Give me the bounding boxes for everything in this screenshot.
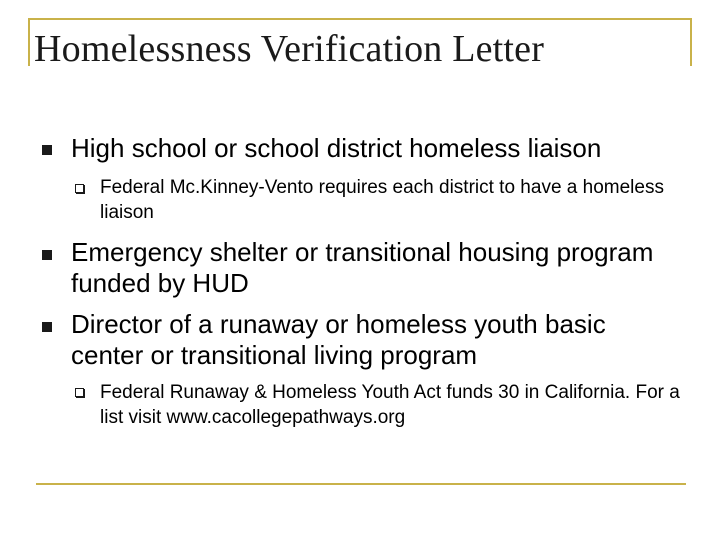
sub-bullet-text-mckinney-vento: Federal Mc.Kinney-Vento requires each district to have a homeless liaison <box>100 177 664 223</box>
sub-bullet-square-icon <box>75 184 84 193</box>
bullet-square-icon <box>42 322 52 332</box>
footer-rule <box>36 483 686 485</box>
title-frame-top-rule <box>28 18 692 20</box>
slide-title: Homelessness Verification Letter <box>34 28 545 70</box>
bullet-square-icon <box>42 250 52 260</box>
title-frame-left-rule <box>28 18 30 66</box>
bullet-text-homeless-liaison: High school or school district homeless liaison <box>71 133 602 163</box>
bullet-text-emergency-shelter: Emergency shelter or transitional housing program funded by HUD <box>71 237 654 298</box>
title-frame-right-rule <box>690 18 692 66</box>
sub-bullet-square-icon <box>75 388 84 397</box>
bullet-square-icon <box>42 145 52 155</box>
bullet-text-runaway-director: Director of a runaway or homeless youth basic center or transitional living program <box>71 309 606 370</box>
sub-bullet-text-runaway-act: Federal Runaway & Homeless Youth Act funds 30 in California. For a list visit www.cacollegepathways.org <box>100 382 680 428</box>
